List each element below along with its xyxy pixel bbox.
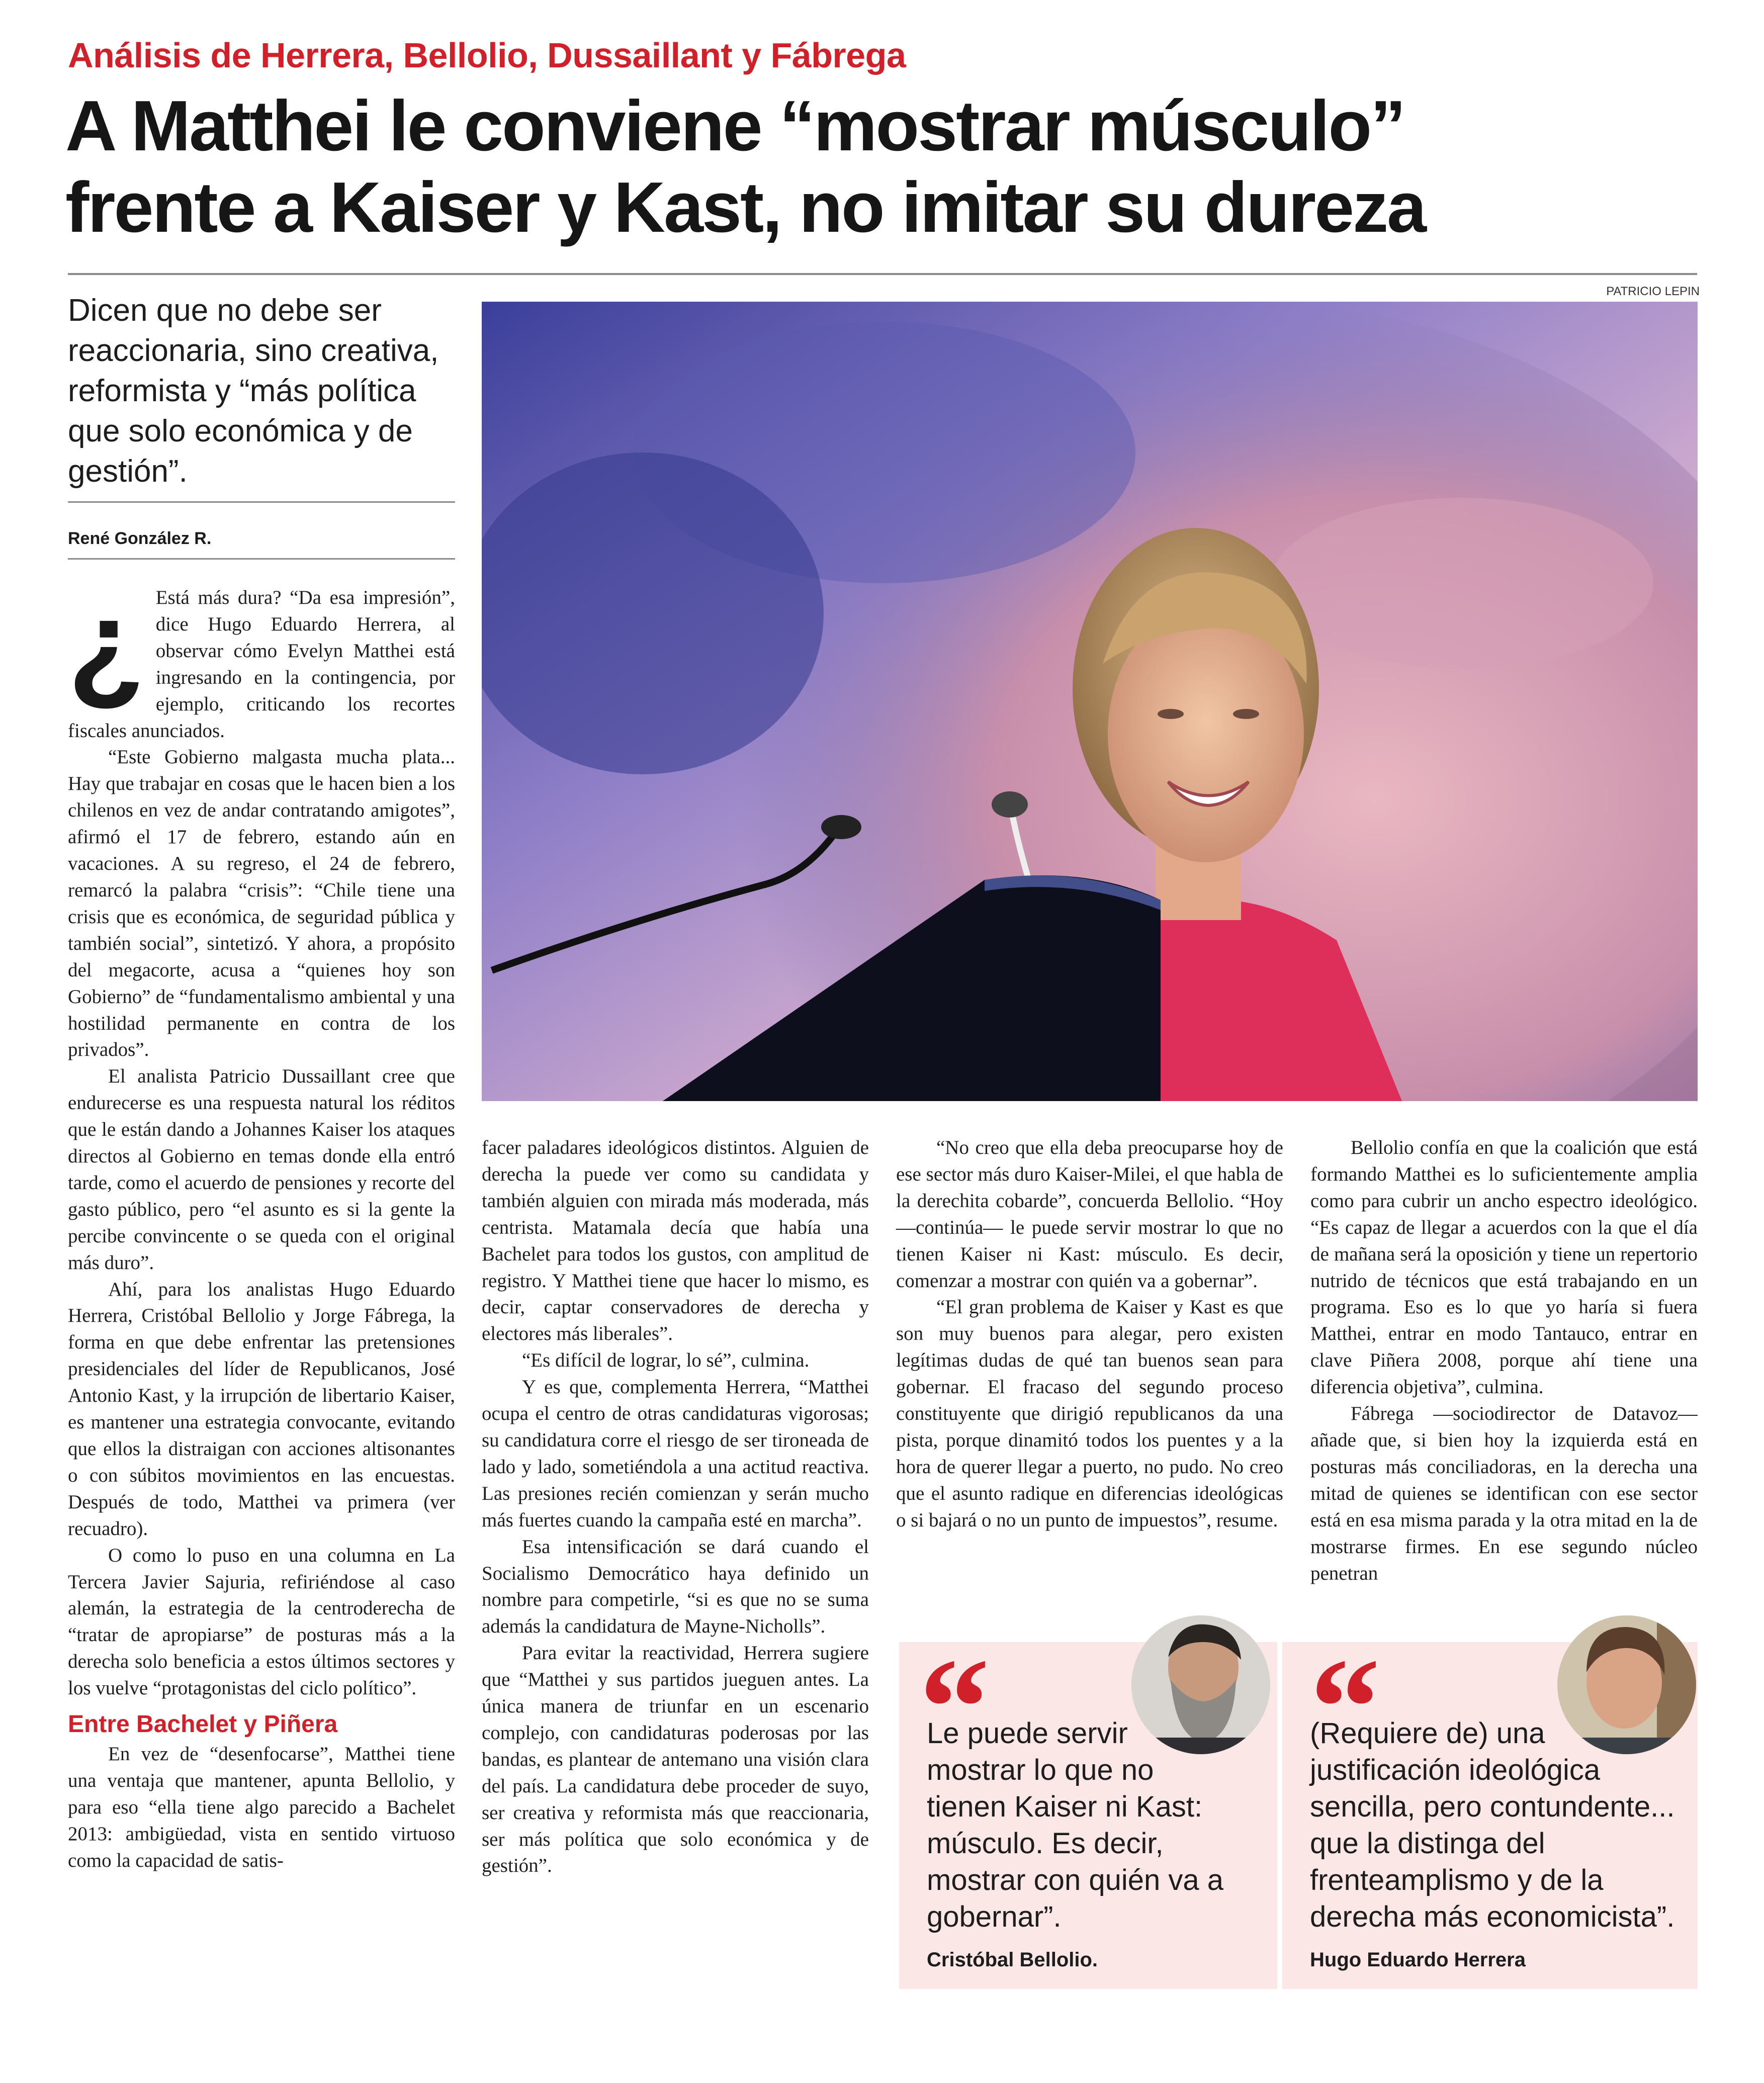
paragraph: “Es difícil de lograr, lo sé”, culmina. bbox=[522, 1349, 810, 1372]
byline-rule bbox=[68, 558, 455, 560]
paragraph: El analista Patricio Dussaillant cree que endurecerse es una respuesta natural los réditos que le están dando a Johannes Kaiser los ataques directos al Gobierno en temas donde ella entró tarde, como el acuerdo de pensiones y recorte del gasto público, pero “el asunto es si la gente la percibe convincente o se queda con el original más duro”. bbox=[68, 1065, 455, 1274]
paragraph: facer paladares ideológicos distintos. Alguien de derecha la puede ver como su candidata y también alguien con mirada más moderada, más centrista. Matamala decía que había una Bachelet para todos los gustos, con amplitud de registro. Y Matthei tiene que hacer lo mismo, es decir, captar conservadores de derecha y electores más liberales”. bbox=[482, 1137, 869, 1345]
paragraph: Para evitar la reactividad, Herrera sugiere que “Matthei y sus partidos jueguen antes. La única manera de triunfar en un escenario complejo, con candidaturas poderosas por las bandas, es plantear de antemano una visión clara del país. La candidatura debe proceder de suyo, ser creativa y reformista más que reaccionaria, ser más política que solo económica y de gestión”. bbox=[482, 1642, 869, 1877]
paragraph: Está más dura? “Da esa impresión”, dice Hugo Eduardo Herrera, al observar cómo Evelyn Matthei está ingresando en la contingencia, por ejemplo, criticando los recortes fiscales anunciados. bbox=[68, 587, 455, 742]
paragraph: “No creo que ella deba preocuparse hoy de ese sector más duro Kaiser-Milei, el que habla de la derechita cobarde”, concuerda Bellolio. “Hoy —continúa— le puede servir mostrar lo que no tienen Kaiser ni Kast: músculo. Es decir, comenzar a mostrar con quién va a gobernar”. bbox=[896, 1137, 1283, 1292]
pull-quote-herrera bbox=[1282, 1629, 1698, 1989]
paragraph: O como lo puso en una columna en La Tercera Javier Sajuria, refiriéndose al caso alemán, la estrategia de la centroderecha de “tratar de apropiarse” de posturas más a la derecha solo beneficia a estos últimos sectores y los vuelve “protagonistas del ciclo político”. bbox=[68, 1544, 455, 1699]
paragraph: En vez de “desenfocarse”, Matthei tiene una ventaja que mantener, apunta Bellolio, y para eso “ella tiene algo parecido a Bachelet 2013: ambigüedad, vista en sentido virtuoso como la capacidad de satis- bbox=[68, 1743, 455, 1871]
paragraph: Esa intensificación se dará cuando el Socialismo Democrático haya definido un nombre para competirle, “si es que no se suma además la candidatura de Mayne-Nicholls”. bbox=[482, 1535, 869, 1638]
kicker: Análisis de Herrera, Bellolio, Dussaillant y Fábrega bbox=[68, 36, 906, 75]
paragraph: Ahí, para los analistas Hugo Eduardo Herrera, Cristóbal Bellolio y Jorge Fábrega, la forma en que debe enfrentar las pretensiones presidenciales del líder de Republicanos, José Antonio Kast, y la irrupción de libertario Kaiser, es mantener una estrategia convocante, evitando que ellos la distraigan con acciones altisonantes o con súbitos movimientos en las encuestas. Después de todo, Matthei va primera (ver recuadro). bbox=[68, 1278, 455, 1539]
article-column-2 bbox=[482, 1135, 869, 1879]
subhead: Entre Bachelet y Piñera bbox=[68, 1711, 338, 1738]
quote-mark-icon: “ bbox=[1310, 1629, 1370, 1785]
pull-quote-bellolio bbox=[899, 1629, 1277, 1989]
quote-author: Cristóbal Bellolio. bbox=[927, 1949, 1098, 1971]
quote-text: Le puede servir mostrar lo que no tienen Kaiser ni Kast: músculo. Es decir, mostrar con quién va a gobernar”. bbox=[927, 1717, 1223, 1933]
deck-rule bbox=[68, 501, 455, 503]
quote-text: (Requiere de) una justificación ideológica sencilla, pero contundente... que la distinga del frenteamplismo y de la derecha más economicista”. bbox=[1310, 1717, 1675, 1933]
dropcap: ¿ bbox=[68, 574, 145, 714]
deck: Dicen que no debe ser reaccionaria, sino creativa, reformista y “más política que solo económica y de gestión”. bbox=[68, 293, 439, 489]
paragraph: “Este Gobierno malgasta mucha plata... Hay que trabajar en cosas que le hacen bien a los chilenos en vez de andar contratando amigotes”, afirmó el 17 de febrero, estando aún en vacaciones. A su regreso, el 24 de febrero, remarcó la palabra “crisis”: “Chile tiene una crisis que es económica, de seguridad pública y también social”, sintetizó. Y ahora, a propósito del megacorte, acusa a “quienes hoy son Gobierno” de “fundamentalismo ambiental y una hostilidad permanente en contra de los privados”. bbox=[68, 746, 455, 1061]
byline: René González R. bbox=[68, 529, 212, 548]
main-photo bbox=[482, 302, 1698, 1101]
headline bbox=[65, 85, 1725, 248]
quote-author: Hugo Eduardo Herrera bbox=[1310, 1949, 1526, 1971]
header-rule bbox=[68, 273, 1697, 275]
quote-mark-icon: “ bbox=[919, 1629, 980, 1785]
paragraph: Bellolio confía en que la coalición que está formando Matthei es lo suficientemente amplia como para cubrir un ancho espectro ideológico. “Es capaz de llegar a acuerdos con la que el día de mañana será la oposición y tiene un repertorio nutrido de técnicos que está trabajando en un programa. Eso es lo que yo haría si fuera Matthei, entrar en modo Tantauco, entrar en clave Piñera 2008, porque ahí tiene una diferencia objetiva”, culmina. bbox=[1310, 1137, 1698, 1398]
paragraph: Fábrega —sociodirector de Datavoz— añade que, si bien hoy la izquierda está en posturas más conciliadoras, en la derecha una mitad de quienes se identifican con ese sector está en esa misma parada y la otra mitad en la de mostrarse firmes. En ese segundo núcleo penetran bbox=[1310, 1403, 1698, 1584]
photo-credit: PATRICIO LEPIN bbox=[1606, 285, 1700, 298]
paragraph: “El gran problema de Kaiser y Kast es que son muy buenos para alegar, pero existen legítimas dudas de qué tan buenos sean para gobernar. El fracaso del segundo proceso constituyente que dirigió republicanos da una pista, porque dinamitó todos los puentes y a la hora de querer llegar a puerto, no pudo. No creo que el asunto radique en diferencias ideológicas o si bajará o no un punto de impuestos”, resume. bbox=[896, 1296, 1283, 1531]
article-column-1 bbox=[68, 574, 455, 1874]
paragraph: Y es que, complementa Herrera, “Matthei ocupa el centro de otras candidaturas vigorosas; su candidatura corre el riesgo de ser tironeada de lado y lado, sometiéndola a una actitud reactiva. Las presiones recién comienzan y serán mucho más fuertes cuando la campaña esté en marcha”. bbox=[482, 1376, 869, 1531]
article-column-3 bbox=[896, 1135, 1283, 1534]
article-column-4 bbox=[1310, 1135, 1698, 1607]
headline-line-1: A Matthei le conviene “mostrar músculo” bbox=[65, 86, 1405, 166]
headline-line-2: frente a Kaiser y Kast, no imitar su dureza bbox=[65, 167, 1426, 247]
